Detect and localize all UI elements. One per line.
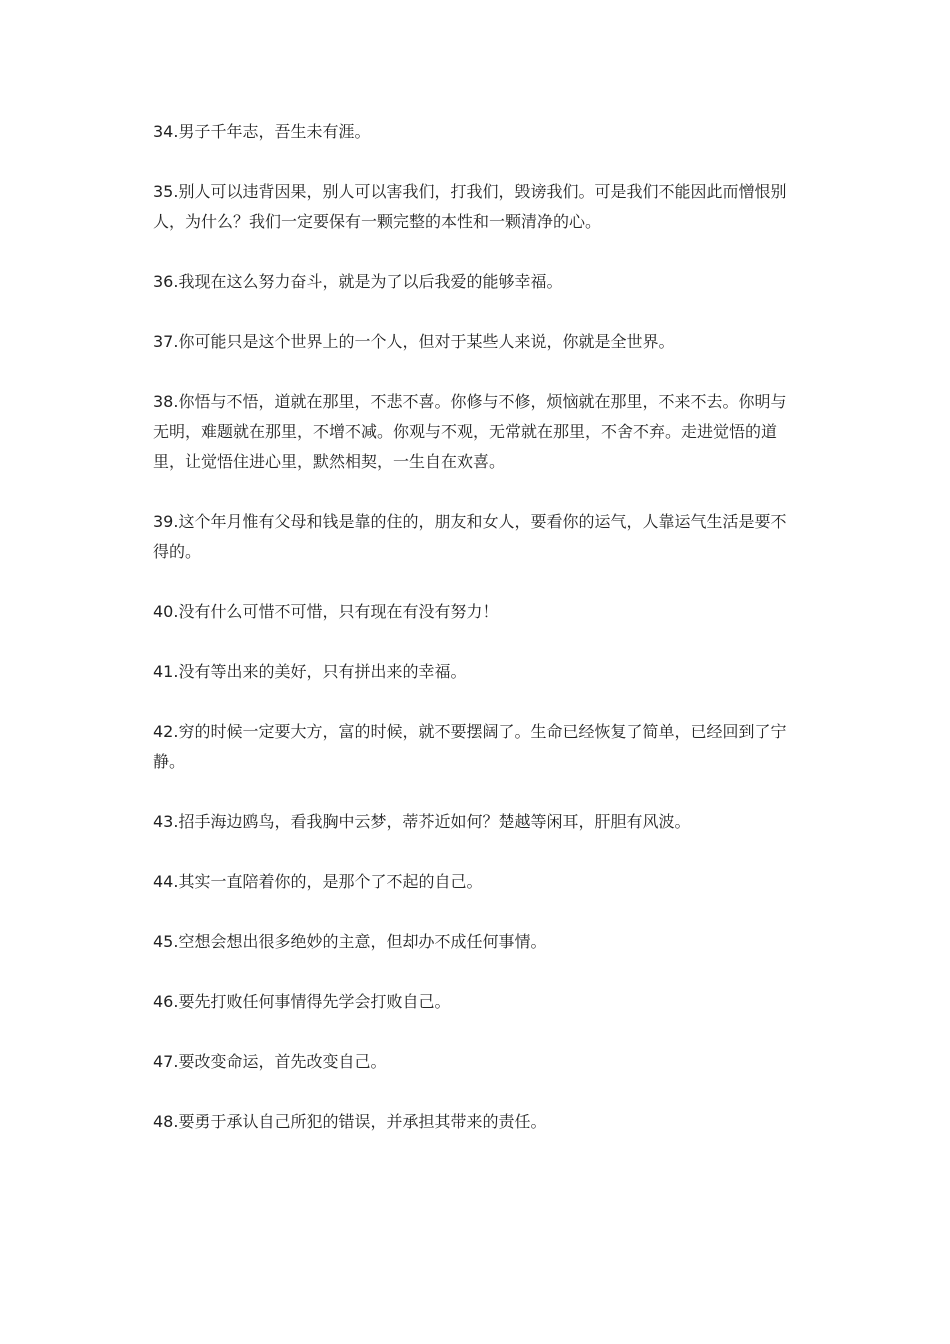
quote-paragraph-44: 44.其实一直陪着你的，是那个了不起的自己。 — [153, 872, 483, 891]
quote-paragraph-48: 48.要勇于承认自己所犯的错误，并承担其带来的责任。 — [153, 1112, 547, 1131]
quote-paragraph-46: 46.要先打败任何事情得先学会打败自己。 — [153, 992, 451, 1011]
quote-paragraph-34: 34.男子千年志，吾生未有涯。 — [153, 122, 371, 141]
quote-paragraph-41: 41.没有等出来的美好，只有拼出来的幸福。 — [153, 662, 467, 681]
quote-paragraph-36: 36.我现在这么努力奋斗，就是为了以后我爱的能够幸福。 — [153, 272, 563, 291]
quote-paragraph-35: 35.别人可以违背因果，别人可以害我们，打我们，毁谤我们。可是我们不能因此而憎恨别人，为什么？我们一定要保有一颗完整的本性和一颗清净的心。 — [153, 182, 787, 231]
quote-paragraph-39: 39.这个年月惟有父母和钱是靠的住的，朋友和女人，要看你的运气，人靠运气生活是要不得的。 — [153, 512, 787, 561]
document-body — [153, 117, 801, 1167]
quote-paragraph-43: 43.招手海边鸥鸟，看我胸中云梦，蒂芥近如何？楚越等闲耳，肝胆有风波。 — [153, 812, 691, 831]
quote-paragraph-38: 38.你悟与不悟，道就在那里，不悲不喜。你修与不修，烦恼就在那里，不来不去。你明与无明，难题就在那里，不增不减。你观与不观，无常就在那里，不舍不弃。走进觉悟的道里，让觉悟住进心里，默然相契，一生自在欢喜。 — [153, 392, 787, 471]
quote-paragraph-47: 47.要改变命运，首先改变自己。 — [153, 1052, 387, 1071]
quote-paragraph-40: 40.没有什么可惜不可惜，只有现在有没有努力！ — [153, 602, 499, 621]
quote-paragraph-42: 42.穷的时候一定要大方，富的时候，就不要摆阔了。生命已经恢复了简单，已经回到了宁静。 — [153, 722, 787, 771]
quote-paragraph-45: 45.空想会想出很多绝妙的主意，但却办不成任何事情。 — [153, 932, 547, 951]
quote-paragraph-37: 37.你可能只是这个世界上的一个人，但对于某些人来说，你就是全世界。 — [153, 332, 675, 351]
